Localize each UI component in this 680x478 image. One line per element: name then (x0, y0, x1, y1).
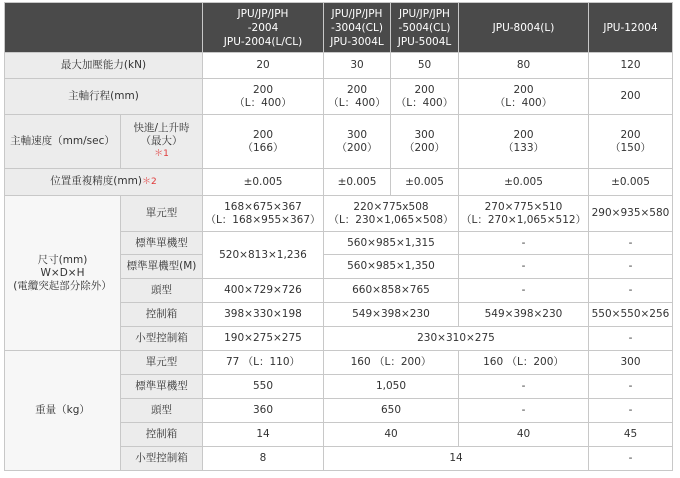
precision-value: ±0.005 (203, 169, 324, 196)
precision-value: ±0.005 (324, 169, 391, 196)
size-value: - (459, 255, 589, 279)
weight-value: 77 （L：110） (203, 351, 324, 375)
speed-value: 200 （133） (459, 115, 589, 169)
size-value: - (589, 279, 673, 303)
note-marker-2: ＊2 (141, 177, 157, 187)
force-value: 80 (459, 53, 589, 79)
weight-unit-row (5, 351, 673, 375)
size-value: - (589, 255, 673, 279)
size-std-label: 標準單機型 (121, 232, 203, 255)
header-row (5, 3, 673, 53)
weight-value: 160 （L：200） (459, 351, 589, 375)
stroke-label: 主軸行程(mm) (5, 79, 203, 115)
header-jpu-3004: JPU/JP/JPH -3004(CL) JPU-3004L (324, 3, 391, 53)
speed-value: 200 （150） (589, 115, 673, 169)
size-unit-row (5, 196, 673, 232)
header-jpu-5004: JPU/JP/JPH -5004(CL) JPU-5004L (391, 3, 459, 53)
size-value: 168×675×367 （L：168×955×367） (203, 196, 324, 232)
speed-value: 300 （200） (391, 115, 459, 169)
stroke-value: 200 （L：400） (459, 79, 589, 115)
weight-std-label: 標準單機型 (121, 375, 203, 399)
weight-value: 1,050 (324, 375, 459, 399)
size-value: 190×275×275 (203, 327, 324, 351)
precision-value: ±0.005 (391, 169, 459, 196)
stroke-value: 200 (589, 79, 673, 115)
size-value: 560×985×1,315 (324, 232, 459, 255)
precision-value: ±0.005 (459, 169, 589, 196)
weight-value: 45 (589, 423, 673, 447)
weight-unit-label: 單元型 (121, 351, 203, 375)
force-row (5, 53, 673, 79)
weight-value: 8 (203, 447, 324, 471)
speed-value: 300 （200） (324, 115, 391, 169)
weight-value: 14 (203, 423, 324, 447)
speed-value: 200 （166） (203, 115, 324, 169)
size-value: 400×729×726 (203, 279, 324, 303)
size-value: 230×310×275 (324, 327, 589, 351)
size-stdm-label: 標準單機型(M) (121, 255, 203, 279)
size-ctrl-label: 控制箱 (121, 303, 203, 327)
speed-row (5, 115, 673, 169)
weight-value: - (459, 375, 589, 399)
speed-label: 主軸速度（mm/sec） (5, 115, 121, 169)
header-corner-cell (5, 3, 203, 53)
weight-sctrl-label: 小型控制箱 (121, 447, 203, 471)
header-jpu-2004: JPU/JP/JPH -2004 JPU-2004(L/CL) (203, 3, 324, 53)
size-value: - (459, 232, 589, 255)
size-value: 290×935×580 (589, 196, 673, 232)
force-label: 最大加壓能力(kN) (5, 53, 203, 79)
weight-value: 550 (203, 375, 324, 399)
precision-value: ±0.005 (589, 169, 673, 196)
force-value: 20 (203, 53, 324, 79)
weight-value: - (589, 447, 673, 471)
size-group-label: 尺寸(mm) W×D×H (電纜突起部分除外） (5, 196, 121, 351)
stroke-row (5, 79, 673, 115)
size-value: 549×398×230 (459, 303, 589, 327)
force-value: 120 (589, 53, 673, 79)
weight-value: 160 （L：200） (324, 351, 459, 375)
stroke-value: 200 （L：400） (203, 79, 324, 115)
note-marker-1: ＊1 (154, 149, 169, 159)
precision-label: 位置重複精度(mm)＊2 (5, 169, 203, 196)
weight-value: - (589, 399, 673, 423)
weight-value: 14 (324, 447, 589, 471)
force-value: 50 (391, 53, 459, 79)
force-value: 30 (324, 53, 391, 79)
size-unit-label: 單元型 (121, 196, 203, 232)
size-value: - (459, 279, 589, 303)
size-value: 660×858×765 (324, 279, 459, 303)
spec-table (4, 2, 673, 471)
weight-value: 650 (324, 399, 459, 423)
weight-value: - (459, 399, 589, 423)
header-jpu-8004: JPU-8004(L) (459, 3, 589, 53)
size-value: - (589, 327, 673, 351)
weight-value: 300 (589, 351, 673, 375)
weight-value: - (589, 375, 673, 399)
stroke-value: 200 （L：400） (324, 79, 391, 115)
size-value: 560×985×1,350 (324, 255, 459, 279)
weight-group-label: 重量（kg） (5, 351, 121, 471)
size-sctrl-label: 小型控制箱 (121, 327, 203, 351)
header-jpu-12004: JPU-12004 (589, 3, 673, 53)
weight-head-label: 頭型 (121, 399, 203, 423)
weight-value: 360 (203, 399, 324, 423)
precision-row (5, 169, 673, 196)
size-value: 550×550×256 (589, 303, 673, 327)
size-head-label: 頭型 (121, 279, 203, 303)
speed-sub-label: 快進/上升時 （最大） ＊1 (121, 115, 203, 169)
stroke-value: 200 （L：400） (391, 79, 459, 115)
size-value: 398×330×198 (203, 303, 324, 327)
size-value: 270×775×510 （L：270×1,065×512） (459, 196, 589, 232)
size-value: - (589, 232, 673, 255)
weight-value: 40 (324, 423, 459, 447)
weight-ctrl-label: 控制箱 (121, 423, 203, 447)
weight-value: 40 (459, 423, 589, 447)
size-value: 520×813×1,236 (203, 232, 324, 279)
size-value: 220×775x508 （L：230×1,065×508） (324, 196, 459, 232)
size-value: 549×398×230 (324, 303, 459, 327)
